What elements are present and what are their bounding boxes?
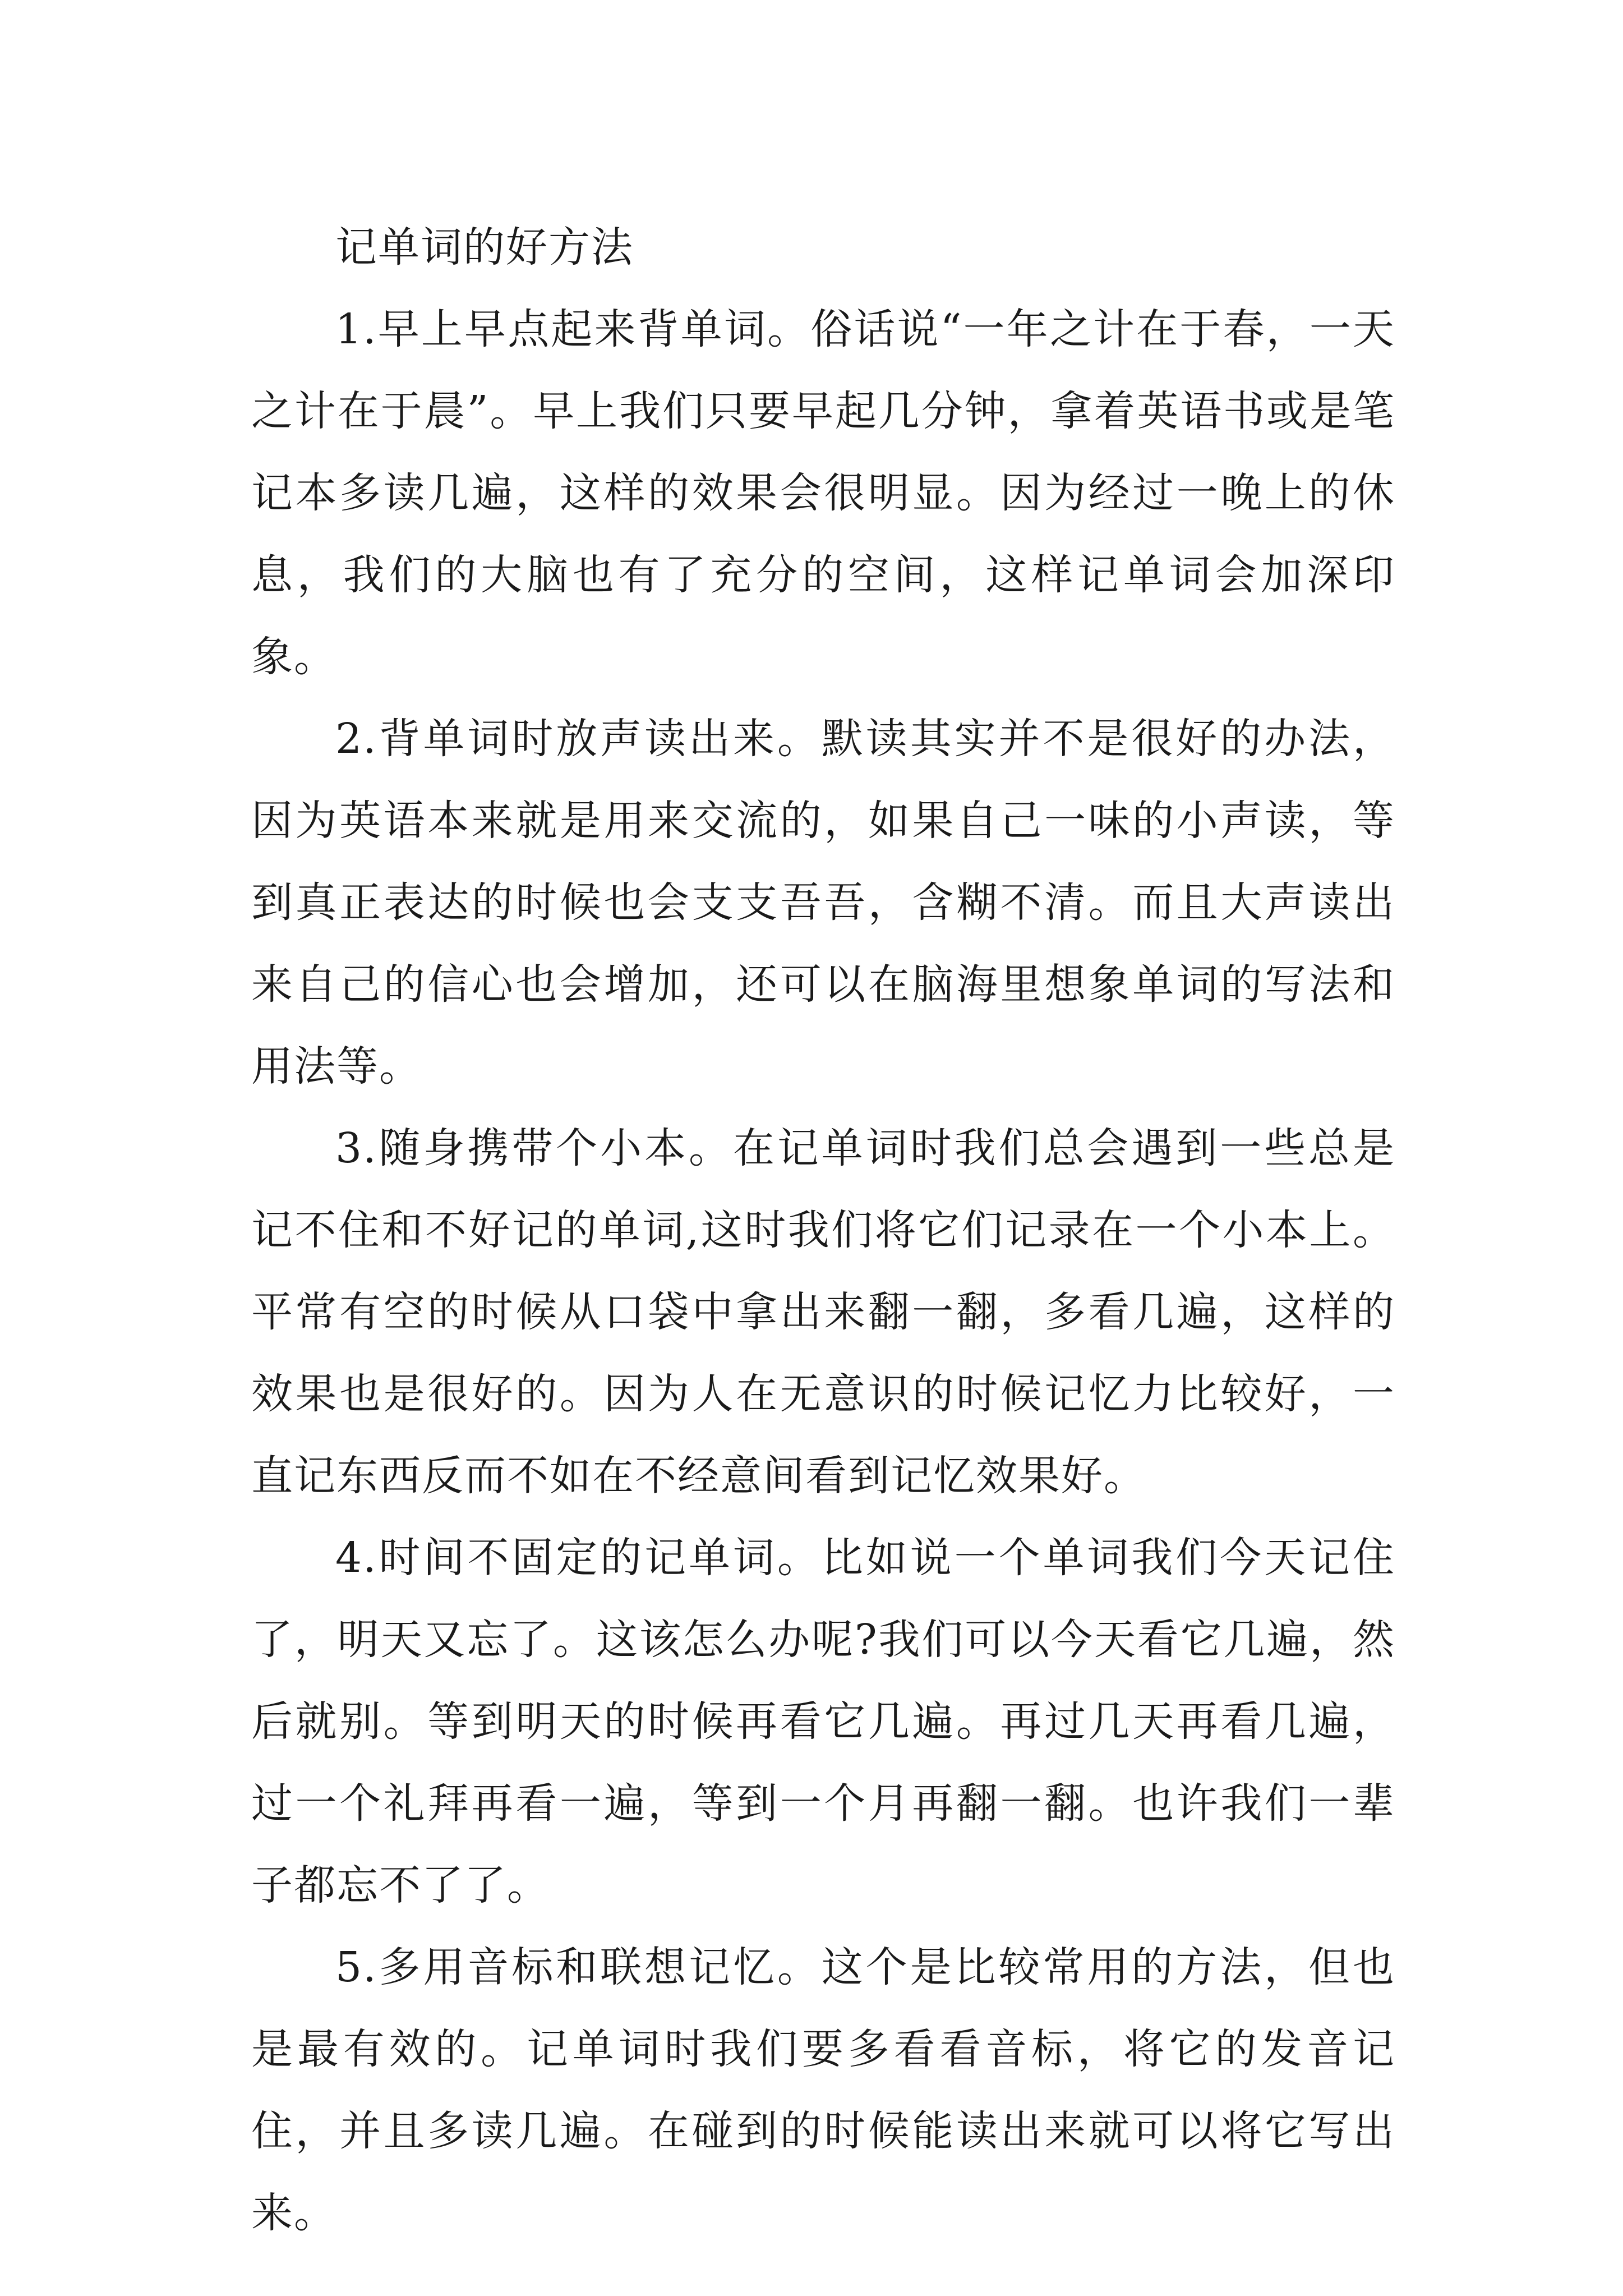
document-body bbox=[251, 206, 1395, 2254]
paragraph-4: 4.时间不固定的记单词。比如说一个单词我们今天记住了，明天又忘了。这该怎么办呢?我们可以今天看它几遍，然后就别。等到明天的时候再看它几遍。再过几天再看几遍，过一个礼拜再看一遍，等到一个月再翻一翻。也许我们一辈子都忘不了了。 bbox=[251, 1534, 1395, 1910]
paragraph-3: 3.随身携带个小本。在记单词时我们总会遇到一些总是记不住和不好记的单词,这时我们将它们记录在一个小本上。平常有空的时候从口袋中拿出来翻一翻，多看几遍，这样的效果也是很好的。因为人在无意识的时候记忆力比较好，一直记东西反而不如在不经意间看到记忆效果好。 bbox=[251, 1124, 1395, 1500]
document-title: 记单词的好方法 bbox=[335, 223, 634, 272]
paragraph-5: 5.多用音标和联想记忆。这个是比较常用的方法，但也是最有效的。记单词时我们要多看看音标，将它的发音记住，并且多读几遍。在碰到的时候能读出来就可以将它写出来。 bbox=[251, 1943, 1395, 2237]
paragraph-1: 1.早上早点起来背单词。俗话说“一年之计在于春，一天之计在于晨”。早上我们只要早起几分钟，拿着英语书或是笔记本多读几遍，这样的效果会很明显。因为经过一晚上的休息，我们的大脑也有了充分的空间，这样记单词会加深印象。 bbox=[251, 305, 1395, 681]
paragraph-2: 2.背单词时放声读出来。默读其实并不是很好的办法，因为英语本来就是用来交流的，如果自己一味的小声读，等到真正表达的时候也会支支吾吾，含糊不清。而且大声读出来自己的信心也会增加，还可以在脑海里想象单词的写法和用法等。 bbox=[251, 715, 1395, 1091]
